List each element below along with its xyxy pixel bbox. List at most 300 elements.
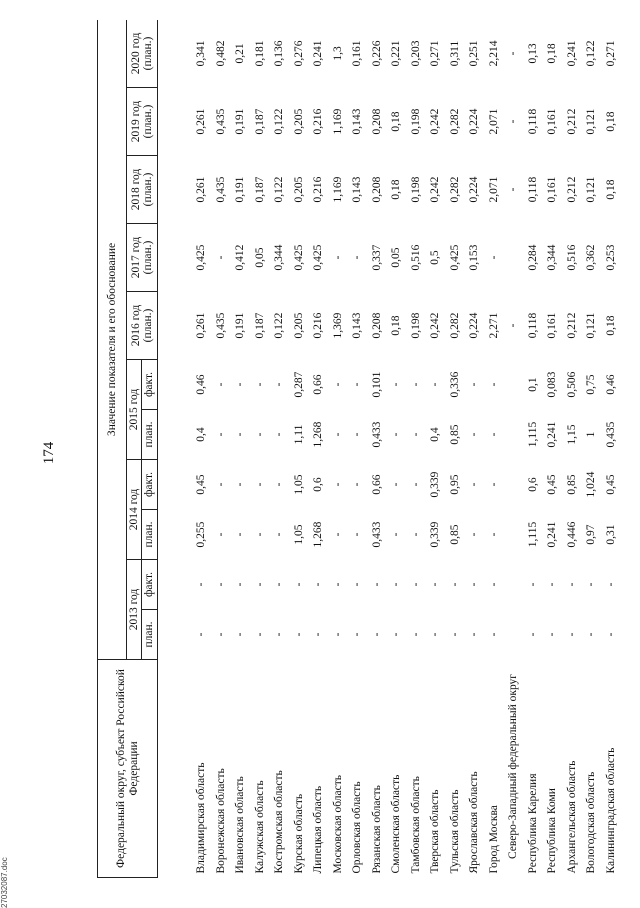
fact-subheader: факт.: [142, 360, 158, 410]
value-cell: -: [604, 632, 617, 637]
value-cell: 0,198: [409, 108, 422, 135]
value-cell: 0,216: [312, 108, 325, 135]
value-cell: -: [390, 382, 403, 387]
value-cell: -: [351, 582, 364, 587]
header-gap: [158, 20, 193, 878]
region-name: Орловская область: [351, 781, 364, 874]
region-name: Смоленская область: [390, 774, 403, 874]
value-cell: -: [507, 51, 520, 56]
value-cell: 0,216: [312, 176, 325, 203]
table-body: [158, 20, 622, 878]
value-cell: -: [331, 632, 344, 637]
table-row: [387, 20, 407, 878]
value-cell: -: [429, 632, 442, 637]
value-cell: -: [487, 482, 500, 487]
region-name: Вологодская область: [585, 771, 598, 874]
table-row: [426, 20, 446, 878]
value-cell: -: [331, 255, 344, 260]
table-row: [212, 20, 232, 878]
value-cell: 0,121: [585, 176, 598, 203]
value-cell: 0,362: [585, 244, 598, 271]
value-cell: -: [546, 632, 559, 637]
value-cell: 0,187: [253, 312, 266, 339]
value-cell: -: [253, 432, 266, 437]
value-cell: 0,4: [195, 427, 208, 442]
value-cell: 0,241: [565, 40, 578, 67]
value-cell: 0,191: [234, 176, 247, 203]
value-cell: -: [604, 582, 617, 587]
value-cell: 0,13: [526, 43, 539, 64]
value-cell: 0,282: [448, 312, 461, 339]
region-name: Воронежская область: [214, 768, 227, 874]
value-cell: 0,85: [448, 424, 461, 445]
value-cell: 0,261: [195, 312, 208, 339]
value-cell: 0,6: [526, 477, 539, 492]
value-cell: 1,169: [331, 108, 344, 135]
value-cell: 0,282: [448, 108, 461, 135]
value-cell: 0,212: [565, 312, 578, 339]
value-cell: -: [487, 532, 500, 537]
value-cell: 0,143: [351, 312, 364, 339]
fact-subheader: факт.: [142, 560, 158, 610]
value-cell: 1,169: [331, 176, 344, 203]
value-cell: -: [448, 632, 461, 637]
value-cell: 2,214: [487, 40, 500, 67]
value-cell: 0,18: [390, 179, 403, 200]
value-cell: 0,95: [448, 474, 461, 495]
table-row: [524, 20, 544, 878]
value-cell: -: [214, 382, 227, 387]
value-cell: -: [273, 532, 286, 537]
value-cell: 0,205: [292, 176, 305, 203]
value-cell: 0,205: [292, 108, 305, 135]
value-cell: -: [351, 532, 364, 537]
value-cell: 0,05: [390, 247, 403, 268]
value-cell: 0,412: [234, 244, 247, 271]
region-name: Тульская область: [448, 789, 461, 874]
value-cell: 0,153: [468, 244, 481, 271]
plan-year-header: 2019 год (план.): [127, 88, 158, 156]
value-cell: 0,143: [351, 108, 364, 135]
value-cell: 0,241: [312, 40, 325, 67]
value-cell: 0,339: [429, 471, 442, 498]
value-cell: -: [487, 382, 500, 387]
value-cell: [504, 224, 524, 292]
value-cell: -: [312, 632, 325, 637]
value-cell: -: [507, 187, 520, 192]
value-cell: 0,75: [585, 374, 598, 395]
value-cell: -: [468, 632, 481, 637]
value-cell: 0,208: [370, 108, 383, 135]
value-cell: 0,198: [409, 176, 422, 203]
value-cell: -: [331, 532, 344, 537]
value-cell: -: [409, 582, 422, 587]
value-cell: 1,05: [292, 524, 305, 545]
plan-year-header: 2018 год (план.): [127, 156, 158, 224]
region-name: Тамбовская область: [409, 776, 422, 874]
value-cell: -: [234, 632, 247, 637]
value-cell: 2,071: [487, 108, 500, 135]
value-cell: -: [429, 382, 442, 387]
value-cell: 0,191: [234, 108, 247, 135]
value-cell: 0,261: [195, 176, 208, 203]
value-cell: 0,339: [429, 521, 442, 548]
value-cell: 0,21: [234, 43, 247, 64]
table-row: [348, 20, 368, 878]
value-cell: -: [429, 582, 442, 587]
plan-year-header: 2017 год (план.): [127, 224, 158, 292]
value-cell: 0,05: [253, 247, 266, 268]
value-cell: 0,208: [370, 312, 383, 339]
value-cell: -: [487, 632, 500, 637]
value-cell: 0,187: [253, 108, 266, 135]
table-row: [582, 20, 602, 878]
value-cell: 0,241: [546, 521, 559, 548]
value-cell: 1,268: [312, 521, 325, 548]
value-cell: 0,121: [585, 312, 598, 339]
plan-year-header: 2020 год (план.): [127, 20, 158, 88]
value-cell: 0,66: [312, 374, 325, 395]
value-cell: 0,45: [604, 474, 617, 495]
value-cell: 0,118: [526, 108, 539, 135]
value-cell: 1,11: [292, 424, 305, 445]
value-cell: 0,221: [390, 40, 403, 67]
value-cell: -: [585, 582, 598, 587]
table-row: [309, 20, 329, 878]
value-cell: -: [351, 632, 364, 637]
value-cell: -: [370, 582, 383, 587]
value-cell: -: [331, 432, 344, 437]
value-cell: 0,18: [604, 111, 617, 132]
table-row: [290, 20, 310, 878]
value-cell: 0,435: [214, 312, 227, 339]
value-cell: 0,446: [565, 521, 578, 548]
value-cell: 0,516: [565, 244, 578, 271]
table-row: [251, 20, 271, 878]
value-cell: 0,482: [214, 40, 227, 67]
value-cell: -: [468, 582, 481, 587]
region-name: Липецкая область: [312, 785, 325, 874]
value-cell: 0,118: [526, 312, 539, 339]
value-cell: -: [565, 632, 578, 637]
value-cell: -: [468, 482, 481, 487]
value-cell: [504, 560, 524, 610]
value-cell: -: [351, 382, 364, 387]
value-cell: 0,344: [273, 244, 286, 271]
value-cell: 0,66: [370, 474, 383, 495]
value-cell: [504, 360, 524, 410]
year-header: 2015 год: [127, 360, 142, 460]
value-cell: -: [195, 582, 208, 587]
value-cell: -: [214, 482, 227, 487]
value-cell: 0,435: [214, 108, 227, 135]
value-cell: 0,122: [273, 108, 286, 135]
indicator-table: [97, 20, 621, 878]
region-name: Республика Коми: [546, 788, 559, 874]
value-cell: -: [214, 632, 227, 637]
value-cell: [504, 460, 524, 510]
value-cell: 0,435: [214, 176, 227, 203]
value-cell: -: [526, 632, 539, 637]
value-cell: -: [487, 255, 500, 260]
value-cell: -: [273, 482, 286, 487]
value-cell: 0,161: [546, 312, 559, 339]
value-cell: 0,341: [195, 40, 208, 67]
region-name: Республика Карелия: [526, 773, 539, 874]
value-cell: 1: [585, 431, 598, 438]
value-cell: 1,369: [331, 312, 344, 339]
value-cell: 0,284: [526, 244, 539, 271]
value-cell: 0,191: [234, 312, 247, 339]
value-cell: -: [331, 382, 344, 387]
value-cell: 0,287: [292, 371, 305, 398]
value-cell: 0,433: [370, 421, 383, 448]
value-cell: 0,212: [565, 176, 578, 203]
value-cell: -: [273, 582, 286, 587]
table-row: [602, 20, 622, 878]
district-name: Северо-Западный федеральный округ: [507, 673, 520, 860]
value-cell: -: [409, 382, 422, 387]
table-row: [192, 20, 212, 878]
table-row: [446, 20, 466, 878]
value-cell: [504, 410, 524, 460]
value-cell: 0,226: [370, 40, 383, 67]
value-cell: -: [487, 582, 500, 587]
fact-subheader: факт.: [142, 460, 158, 510]
value-cell: 0,122: [273, 176, 286, 203]
value-cell: 0,337: [370, 244, 383, 271]
plan-subheader: план.: [142, 410, 158, 460]
table-row: [407, 20, 427, 878]
value-cell: -: [292, 632, 305, 637]
value-cell: -: [448, 582, 461, 587]
table-header: [98, 20, 158, 878]
value-cell: 0,85: [565, 474, 578, 495]
value-cell: 0,208: [370, 176, 383, 203]
value-cell: -: [331, 482, 344, 487]
value-cell: -: [234, 432, 247, 437]
value-cell: -: [253, 482, 266, 487]
value-cell: 0,101: [370, 371, 383, 398]
value-cell: 0,118: [526, 176, 539, 203]
value-cell: 0,18: [546, 43, 559, 64]
value-cell: [504, 610, 524, 660]
value-cell: -: [468, 532, 481, 537]
value-cell: -: [253, 532, 266, 537]
value-cell: 1,115: [526, 521, 539, 548]
value-cell: 0,97: [585, 524, 598, 545]
value-cell: -: [351, 255, 364, 260]
value-cell: 1,05: [292, 474, 305, 495]
value-cell: 0,271: [604, 40, 617, 67]
value-cell: 0,506: [565, 371, 578, 398]
value-cell: -: [468, 432, 481, 437]
value-cell: 0,181: [253, 40, 266, 67]
value-cell: 0,242: [429, 176, 442, 203]
value-cell: 0,46: [604, 374, 617, 395]
value-cell: -: [195, 632, 208, 637]
value-cell: -: [234, 532, 247, 537]
value-cell: 0,6: [312, 477, 325, 492]
table-row: [329, 20, 349, 878]
value-cell: 0,18: [390, 111, 403, 132]
value-cell: 2,271: [487, 312, 500, 339]
value-cell: 0,276: [292, 40, 305, 67]
value-cell: 0,46: [195, 374, 208, 395]
value-cell: 0,205: [292, 312, 305, 339]
table-row: [485, 20, 505, 878]
value-cell: -: [409, 632, 422, 637]
value-cell: 0,344: [546, 244, 559, 271]
year-header: 2014 год: [127, 460, 142, 560]
region-name: Калининградская область: [604, 747, 617, 874]
value-cell: 0,161: [546, 108, 559, 135]
value-cell: 0,122: [273, 312, 286, 339]
region-name: Город Москва: [487, 805, 500, 874]
value-cell: 0,216: [312, 312, 325, 339]
region-name: Рязанская область: [370, 785, 383, 874]
value-cell: -: [409, 482, 422, 487]
plan-subheader: план.: [142, 510, 158, 560]
value-cell: 0,224: [468, 312, 481, 339]
value-cell: 0,143: [351, 176, 364, 203]
value-cell: 0,336: [448, 371, 461, 398]
value-cell: -: [273, 382, 286, 387]
value-cell: -: [370, 632, 383, 637]
value-cell: -: [390, 532, 403, 537]
value-cell: 1,115: [526, 421, 539, 448]
value-cell: 0,282: [448, 176, 461, 203]
table-row: [368, 20, 388, 878]
value-cell: -: [390, 582, 403, 587]
value-cell: -: [214, 255, 227, 260]
value-cell: -: [390, 432, 403, 437]
value-cell: 1,3: [331, 46, 344, 61]
region-column-header: Федеральный округ, субъект Российской Федерации: [98, 660, 158, 878]
value-cell: 0,516: [409, 244, 422, 271]
region-name: Архангельская область: [565, 760, 578, 874]
value-cell: 0,242: [429, 312, 442, 339]
page-number: 174: [41, 441, 57, 465]
value-cell: -: [351, 432, 364, 437]
value-cell: -: [312, 582, 325, 587]
value-cell: -: [507, 119, 520, 124]
value-cell: 0,121: [585, 108, 598, 135]
indicator-group-header: Значение показателя и его обоснование: [98, 20, 127, 660]
region-name: Московская область: [331, 774, 344, 874]
region-name: Калужская область: [253, 780, 266, 874]
value-cell: 0,253: [604, 244, 617, 271]
value-cell: 0,251: [468, 40, 481, 67]
value-cell: -: [351, 482, 364, 487]
value-cell: -: [273, 632, 286, 637]
value-cell: -: [273, 432, 286, 437]
value-cell: 0,255: [195, 521, 208, 548]
value-cell: 0,136: [273, 40, 286, 67]
rotated-table-area: [97, 20, 627, 878]
value-cell: 1,15: [565, 424, 578, 445]
value-cell: 0,85: [448, 524, 461, 545]
value-cell: -: [253, 632, 266, 637]
value-cell: 0,4: [429, 427, 442, 442]
value-cell: -: [487, 432, 500, 437]
value-cell: 0,187: [253, 176, 266, 203]
value-cell: -: [390, 482, 403, 487]
value-cell: -: [565, 582, 578, 587]
value-cell: 0,261: [195, 108, 208, 135]
value-cell: 0,161: [546, 176, 559, 203]
plan-year-header: 2016 год (план.): [127, 292, 158, 360]
value-cell: 0,241: [546, 421, 559, 448]
value-cell: -: [214, 432, 227, 437]
value-cell: 0,425: [195, 244, 208, 271]
table-row: [231, 20, 251, 878]
region-name: Тверская область: [429, 789, 442, 874]
table-row: [543, 20, 563, 878]
document-code: 27032087.doc: [0, 857, 9, 908]
value-cell: 0,433: [370, 521, 383, 548]
value-cell: 0,18: [604, 179, 617, 200]
region-name: Ярославская область: [468, 771, 481, 874]
value-cell: -: [526, 582, 539, 587]
value-cell: 0,242: [429, 108, 442, 135]
value-cell: 0,224: [468, 176, 481, 203]
value-cell: -: [253, 582, 266, 587]
table-row: [465, 20, 485, 878]
value-cell: 2,071: [487, 176, 500, 203]
value-cell: 1,268: [312, 421, 325, 448]
value-cell: 0,212: [565, 108, 578, 135]
value-cell: 0,161: [351, 40, 364, 67]
value-cell: 0,18: [604, 315, 617, 336]
value-cell: 0,435: [604, 421, 617, 448]
value-cell: -: [409, 432, 422, 437]
value-cell: 0,311: [448, 40, 461, 67]
value-cell: 0,31: [604, 524, 617, 545]
value-cell: 0,271: [429, 40, 442, 67]
value-cell: 0,224: [468, 108, 481, 135]
value-cell: -: [546, 582, 559, 587]
value-cell: -: [234, 382, 247, 387]
value-cell: -: [234, 582, 247, 587]
value-cell: -: [390, 632, 403, 637]
value-cell: 0,122: [585, 40, 598, 67]
value-cell: 0,18: [390, 315, 403, 336]
table-row: [270, 20, 290, 878]
region-name: Костромская область: [273, 770, 286, 874]
value-cell: 0,425: [312, 244, 325, 271]
value-cell: 0,203: [409, 40, 422, 67]
value-cell: 0,425: [292, 244, 305, 271]
year-header: 2013 год: [127, 560, 142, 660]
table-row: [563, 20, 583, 878]
value-cell: -: [253, 382, 266, 387]
district-row: [504, 20, 524, 878]
value-cell: -: [214, 532, 227, 537]
value-cell: -: [214, 582, 227, 587]
value-cell: 0,5: [429, 250, 442, 265]
value-cell: -: [585, 632, 598, 637]
value-cell: 0,083: [546, 371, 559, 398]
value-cell: -: [409, 532, 422, 537]
value-cell: -: [507, 323, 520, 328]
value-cell: 1,024: [585, 471, 598, 498]
value-cell: 0,198: [409, 312, 422, 339]
plan-subheader: план.: [142, 610, 158, 660]
region-name: Ивановская область: [234, 776, 247, 874]
value-cell: 0,45: [195, 474, 208, 495]
value-cell: -: [234, 482, 247, 487]
